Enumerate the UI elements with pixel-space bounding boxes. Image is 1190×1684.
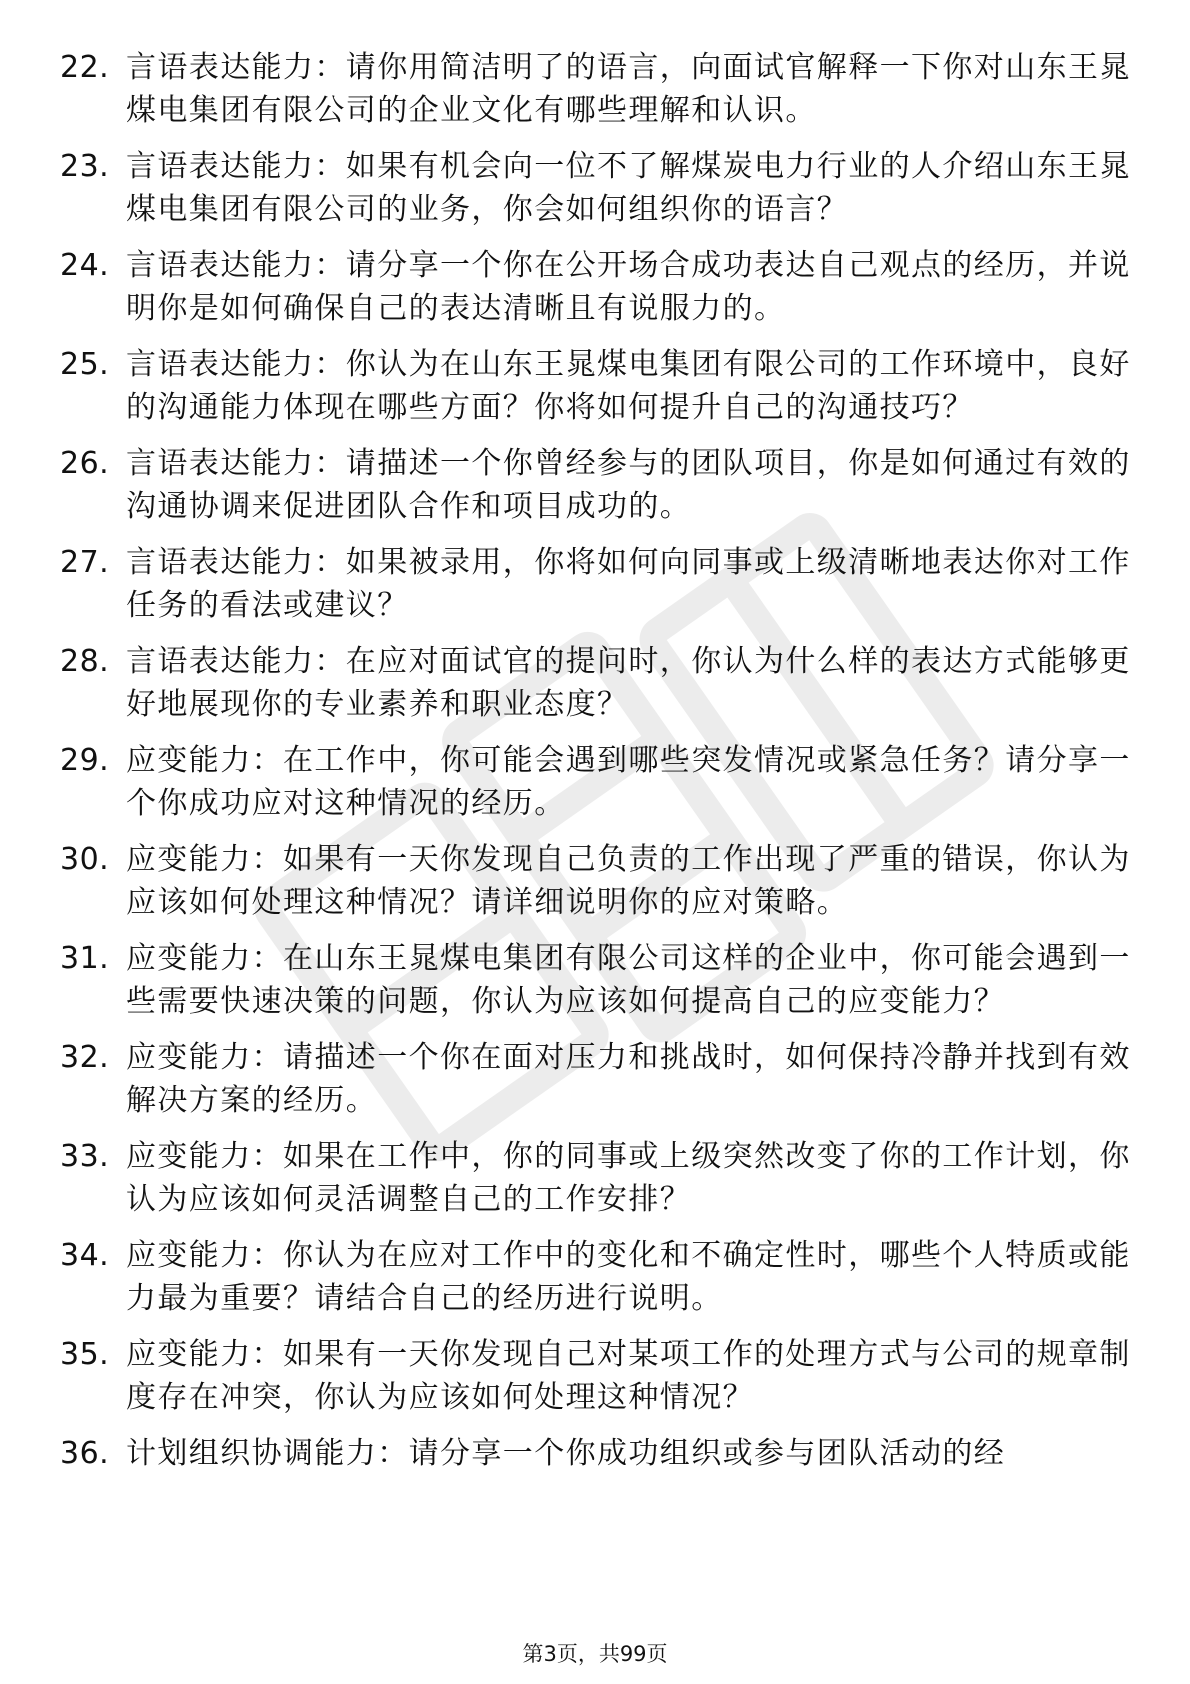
question-list [60, 46, 1140, 1488]
question-number: 36. [60, 1436, 110, 1471]
question-item [60, 343, 1140, 429]
question-text: 言语表达能力：如果被录用，你将如何向同事或上级清晰地表达你对工作任务的看法或建议？ [126, 545, 1131, 623]
question-text: 计划组织协调能力：请分享一个你成功组织或参与团队活动的经 [126, 1436, 1006, 1471]
question-text: 应变能力：如果有一天你发现自己对某项工作的处理方式与公司的规章制度存在冲突，你认为应该如何处理这种情况？ [126, 1337, 1131, 1415]
question-number: 26. [60, 446, 110, 481]
question-number: 31. [60, 941, 110, 976]
question-text: 言语表达能力：请你用简洁明了的语言，向面试官解释一下你对山东王晁煤电集团有限公司的企业文化有哪些理解和认识。 [126, 50, 1131, 128]
question-item [60, 739, 1140, 825]
question-item [60, 442, 1140, 528]
question-number: 35. [60, 1337, 110, 1372]
question-text: 应变能力：如果在工作中，你的同事或上级突然改变了你的工作计划，你认为应该如何灵活调整自己的工作安排？ [126, 1139, 1131, 1217]
question-text: 应变能力：请描述一个你在面对压力和挑战时，如何保持冷静并找到有效解决方案的经历。 [126, 1040, 1131, 1118]
question-number: 28. [60, 644, 110, 679]
question-item [60, 1036, 1140, 1122]
page-footer: 第3页，共99页 [522, 1642, 668, 1666]
question-item [60, 1333, 1140, 1419]
question-text: 言语表达能力：如果有机会向一位不了解煤炭电力行业的人介绍山东王晁煤电集团有限公司的业务，你会如何组织你的语言？ [126, 149, 1131, 227]
question-item [60, 145, 1140, 231]
question-item [60, 937, 1140, 1023]
question-number: 32. [60, 1040, 110, 1075]
question-number: 29. [60, 743, 110, 778]
question-number: 34. [60, 1238, 110, 1273]
question-item [60, 1234, 1140, 1320]
question-text: 应变能力：在工作中，你可能会遇到哪些突发情况或紧急任务？请分享一个你成功应对这种情况的经历。 [126, 743, 1131, 821]
question-item [60, 46, 1140, 132]
question-item [60, 640, 1140, 726]
question-text: 言语表达能力：在应对面试官的提问时，你认为什么样的表达方式能够更好地展现你的专业素养和职业态度？ [126, 644, 1131, 722]
question-text: 应变能力：如果有一天你发现自己负责的工作出现了严重的错误，你认为应该如何处理这种情况？请详细说明你的应对策略。 [126, 842, 1131, 920]
question-item [60, 541, 1140, 627]
question-item [60, 1135, 1140, 1221]
question-text: 言语表达能力：你认为在山东王晁煤电集团有限公司的工作环境中，良好的沟通能力体现在哪些方面？你将如何提升自己的沟通技巧？ [126, 347, 1131, 425]
question-item [60, 244, 1140, 330]
question-text: 言语表达能力：请描述一个你曾经参与的团队项目，你是如何通过有效的沟通协调来促进团队合作和项目成功的。 [126, 446, 1131, 524]
question-number: 24. [60, 248, 110, 283]
question-number: 22. [60, 50, 110, 85]
question-number: 30. [60, 842, 110, 877]
question-number: 33. [60, 1139, 110, 1174]
question-number: 27. [60, 545, 110, 580]
question-number: 25. [60, 347, 110, 382]
question-item [60, 838, 1140, 924]
question-text: 言语表达能力：请分享一个你在公开场合成功表达自己观点的经历，并说明你是如何确保自己的表达清晰且有说服力的。 [126, 248, 1131, 326]
question-item [60, 1432, 1140, 1475]
question-text: 应变能力：在山东王晁煤电集团有限公司这样的企业中，你可能会遇到一些需要快速决策的问题，你认为应该如何提高自己的应变能力？ [126, 941, 1131, 1019]
question-text: 应变能力：你认为在应对工作中的变化和不确定性时，哪些个人特质或能力最为重要？请结合自己的经历进行说明。 [126, 1238, 1131, 1316]
question-number: 23. [60, 149, 110, 184]
